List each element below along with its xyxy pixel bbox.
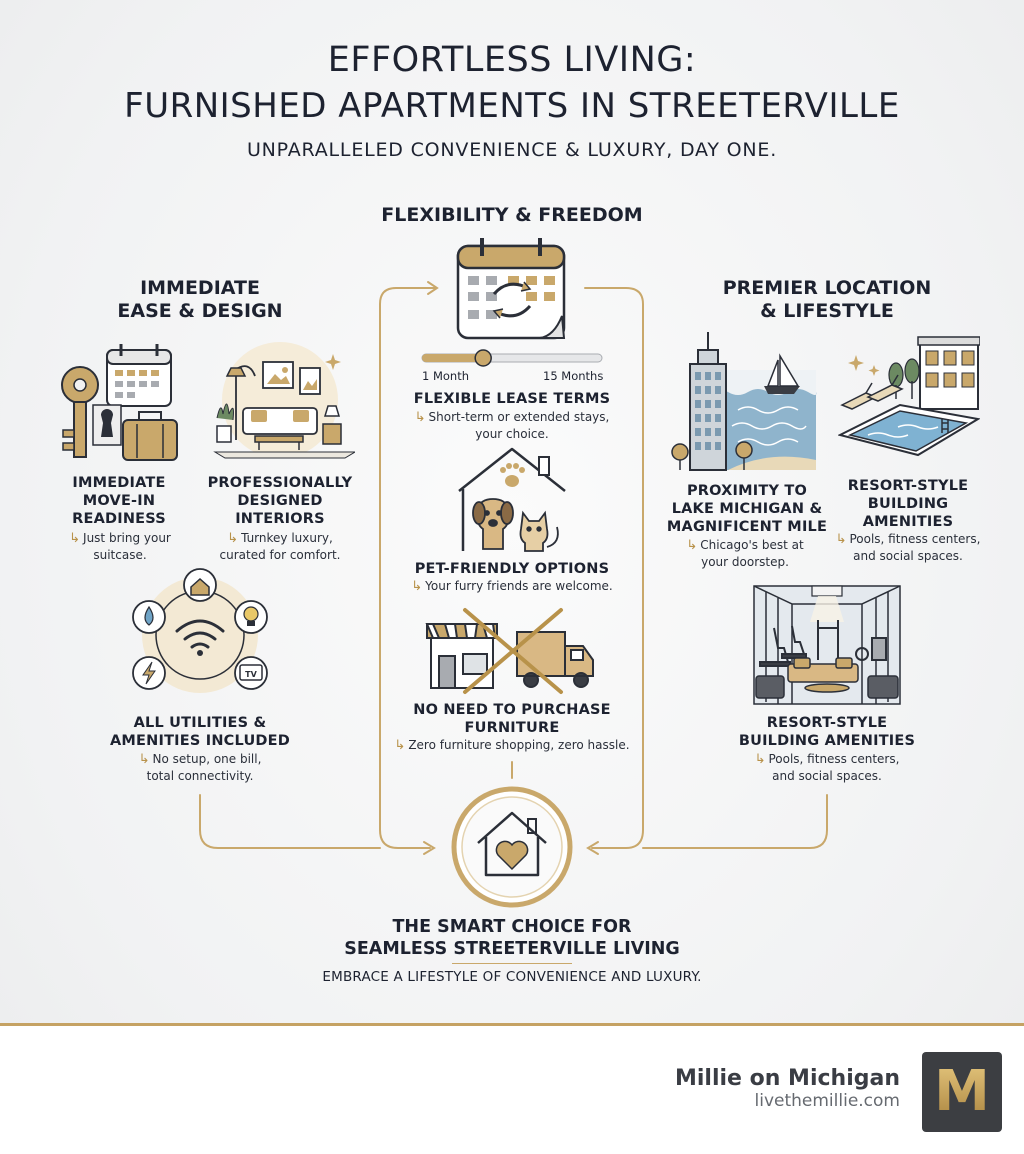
interiors-title-line2: DESIGNED xyxy=(237,493,323,509)
resort-amenities-desc-1 xyxy=(823,531,993,564)
bottom-tagline: EMBRACE A LIFESTYLE OF CONVENIENCE AND LUXURY. xyxy=(322,969,702,985)
proximity-desc-line1: Chicago's best at xyxy=(700,538,804,552)
resort-amenities-1-title-line1: RESORT-STYLE xyxy=(847,478,969,494)
resort-amenities-2-title-line2: BUILDING AMENITIES xyxy=(738,733,916,749)
proximity-title-line3: MAGNIFICENT MILE xyxy=(666,519,828,535)
subtitle: UNPARALLELED CONVENIENCE & LUXURY, DAY ONE. xyxy=(246,139,778,161)
resort-amenities-2-desc-line1: Pools, fitness centers, xyxy=(768,752,900,766)
arrow-icon: ↳ xyxy=(411,579,423,594)
no-furniture-desc xyxy=(382,737,642,754)
interiors-desc-line1: Turnkey luxury, xyxy=(241,531,333,545)
lease-terms-desc xyxy=(402,409,622,442)
no-furniture-desc-line1: Zero furniture shopping, zero hassle. xyxy=(408,738,630,752)
proximity-desc-line2: your doorstep. xyxy=(701,555,789,569)
no-furniture-title-line2: FURNITURE xyxy=(464,720,560,736)
resort-amenities-title-2 xyxy=(727,714,927,750)
tv-icon-label: TV xyxy=(245,670,257,679)
skyscraper-lake-icon xyxy=(668,330,818,475)
no-furniture-icon xyxy=(425,606,600,696)
arrow-icon: ↳ xyxy=(414,410,426,425)
arrow-icon: ↳ xyxy=(754,752,766,767)
arrow-icon: ↳ xyxy=(138,752,150,767)
no-furniture-title-line1: NO NEED TO PURCHASE xyxy=(413,702,611,718)
calendar-swap-icon xyxy=(452,232,572,344)
lightbulb-icon xyxy=(235,601,267,633)
resort-amenities-2-title-line1: RESORT-STYLE xyxy=(766,715,888,731)
resort-amenities-1-title-line3: AMENITIES xyxy=(862,514,954,530)
lease-term-slider[interactable] xyxy=(420,348,604,368)
proximity-title xyxy=(662,482,832,536)
utilities-title-line1: ALL UTILITIES & xyxy=(133,715,267,731)
heart-house-icon xyxy=(450,785,574,909)
right-column-connector xyxy=(643,795,827,848)
arrow-icon: ↳ xyxy=(394,738,406,753)
interiors-desc xyxy=(200,530,360,563)
pet-house-icon xyxy=(455,443,570,553)
move-in-icon-group xyxy=(55,340,185,465)
utilities-title xyxy=(95,714,305,750)
bottom-divider xyxy=(452,963,572,964)
tv-icon xyxy=(235,657,267,689)
brand-logo xyxy=(922,1052,1002,1132)
main-title-line1: EFFORTLESS LIVING: xyxy=(327,40,697,80)
utilities-desc xyxy=(110,751,290,784)
right-heading-line1: PREMIER LOCATION xyxy=(722,277,932,299)
lease-terms-title: FLEXIBLE LEASE TERMS xyxy=(413,391,611,407)
no-furniture-title xyxy=(392,701,632,737)
arrow-icon: ↳ xyxy=(835,532,847,547)
interiors-title-line3: INTERIORS xyxy=(235,511,325,527)
arrow-icon: ↳ xyxy=(227,531,239,546)
arrow-icon: ↳ xyxy=(69,531,81,546)
brand-logo-mark xyxy=(922,1052,1002,1132)
move-in-desc xyxy=(50,530,190,563)
calendar-icon xyxy=(107,344,171,406)
resort-amenities-desc-2 xyxy=(742,751,912,784)
right-heading xyxy=(707,277,947,323)
move-in-title-line3: READINESS xyxy=(72,511,166,527)
resort-amenities-1-desc-line2: and social spaces. xyxy=(853,549,963,563)
bottom-heading xyxy=(312,916,712,960)
proximity-desc xyxy=(665,537,825,570)
move-in-title-line1: IMMEDIATE xyxy=(72,475,166,491)
utilities-desc-line2: total connectivity. xyxy=(146,769,254,783)
resort-amenities-1-title-line2: BUILDING xyxy=(867,496,949,512)
utilities-hub-icon xyxy=(125,565,275,695)
utilities-desc-line1: No setup, one bill, xyxy=(152,752,262,766)
suitcase-icon xyxy=(123,412,177,460)
house-icon xyxy=(184,569,216,601)
interiors-desc-line2: curated for comfort. xyxy=(219,548,341,562)
resort-amenities-1-desc-line1: Pools, fitness centers, xyxy=(849,532,981,546)
left-column-connector xyxy=(200,795,380,848)
center-heading: FLEXIBILITY & FREEDOM xyxy=(381,204,643,226)
lease-terms-desc-line1: Short-term or extended stays, xyxy=(428,410,610,424)
interiors-title xyxy=(205,474,355,528)
move-in-title xyxy=(55,474,183,528)
move-in-desc-line1: Just bring your xyxy=(83,531,171,545)
brand-name: Millie on Michigan xyxy=(674,1066,900,1091)
move-in-title-line2: MOVE-IN xyxy=(82,493,156,509)
pet-friendly-desc-line1: Your furry friends are welcome. xyxy=(425,579,613,593)
proximity-title-line1: PROXIMITY TO xyxy=(686,483,808,499)
bottom-heading-line1: THE SMART CHOICE FOR xyxy=(392,917,632,937)
lease-terms-desc-line2: your choice. xyxy=(475,427,549,441)
move-in-desc-line2: suitcase. xyxy=(93,548,147,562)
slider-max-label: 15 Months xyxy=(543,369,604,383)
left-heading xyxy=(90,277,310,323)
proximity-title-line2: LAKE MICHIGAN & xyxy=(671,501,823,517)
gym-lounge-icon xyxy=(752,578,902,706)
left-heading-line1: IMMEDIATE xyxy=(140,277,260,299)
resort-amenities-title-1 xyxy=(833,477,983,531)
utilities-title-line2: AMENITIES INCLUDED xyxy=(109,733,290,749)
bottom-heading-line2: SEAMLESS STREETERVILLE LIVING xyxy=(344,939,680,959)
brand-logo-letter: M xyxy=(934,1059,990,1124)
interiors-title-line1: PROFESSIONALLY xyxy=(207,475,353,491)
water-drop-icon xyxy=(133,601,165,633)
pet-friendly-title: PET-FRIENDLY OPTIONS xyxy=(414,561,610,577)
living-room-icon xyxy=(205,340,355,465)
arrow-icon: ↳ xyxy=(686,538,698,553)
slider-min-label: 1 Month xyxy=(422,369,470,383)
pet-friendly-desc xyxy=(392,578,632,595)
brand-url[interactable]: livethemillie.com xyxy=(754,1091,900,1111)
slider-knob[interactable] xyxy=(475,350,491,366)
pool-icon xyxy=(838,335,980,465)
right-heading-line2: & LIFESTYLE xyxy=(760,300,894,322)
main-title-line2: FURNISHED APARTMENTS IN STREETERVILLE xyxy=(124,86,900,126)
lightning-icon xyxy=(133,657,165,689)
resort-amenities-2-desc-line2: and social spaces. xyxy=(772,769,882,783)
left-heading-line2: EASE & DESIGN xyxy=(117,300,283,322)
